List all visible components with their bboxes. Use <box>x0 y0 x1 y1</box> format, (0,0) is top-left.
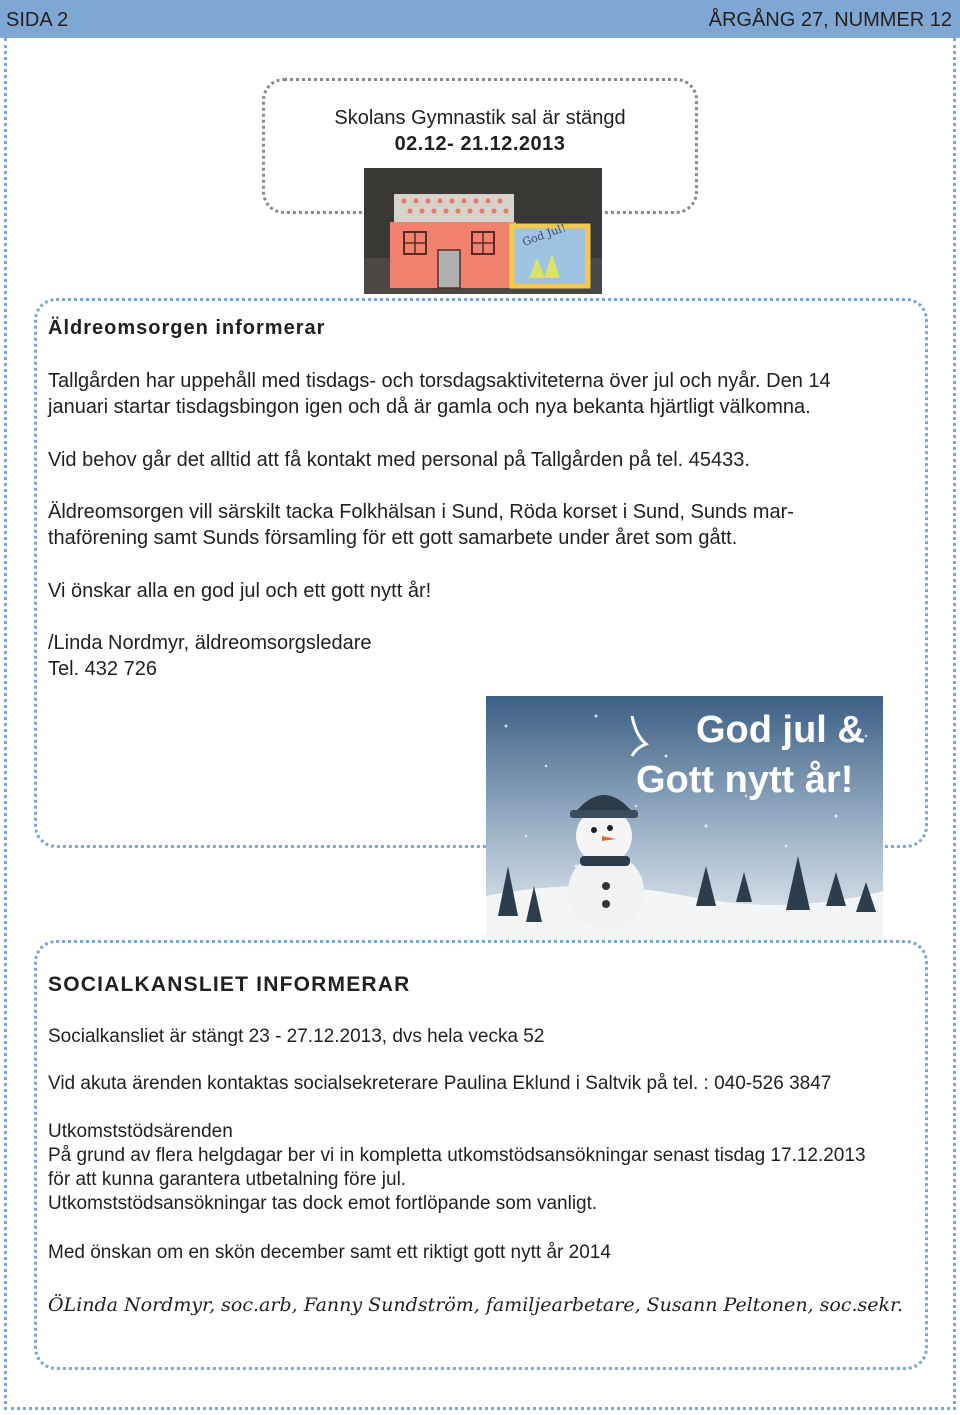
social-p1: Socialkansliet är stängt 23 - 27.12.2013, dvs hela vecka 52 <box>48 1026 545 1047</box>
page-number: SIDA 2 <box>6 9 69 31</box>
social-heading: SOCIALKANSLIET INFORMERAR <box>48 973 411 996</box>
aldre-p3-line2: thaförening samt Sunds församling för ett gott samarbete under året som gått. <box>48 527 738 549</box>
social-p3-title: Utkomststödsärenden <box>48 1121 233 1142</box>
aldre-p3-line1: Äldreomsorgen vill särskilt tacka Folkhälsan i Sund, Röda korset i Sund, Sunds mar- <box>48 501 794 523</box>
note-text: God Jul! <box>520 221 568 249</box>
social-p4: Med önskan om en skön december samt ett riktigt gott nytt år 2014 <box>48 1242 611 1263</box>
aldre-p1-line1: Tallgården har uppehåll med tisdags- och torsdagsaktiviteterna över jul och nyår. Den 14 <box>48 370 831 392</box>
aldre-p2: Vid behov går det alltid att få kontakt med personal på Tallgården på tel. 45433. <box>48 449 750 471</box>
social-p3-line3: Utkomststödsansökningar tas dock emot fortlöpande som vanligt. <box>48 1193 598 1214</box>
social-p3-line2: för att kunna garantera utbetalning före jul. <box>48 1169 407 1190</box>
house-craft-photo <box>364 168 602 294</box>
snowman-greeting-image <box>486 696 883 940</box>
aldre-sign-name: /Linda Nordmyr, äldreomsorgsledare <box>48 632 372 654</box>
aldre-p1-line2: januari startar tisdagsbingon igen och då är gamla och nya bekanta hjärtligt välkomna. <box>48 396 811 418</box>
page-header <box>0 0 960 38</box>
notice-text: Skolans Gymnastik sal är stängd <box>334 107 626 129</box>
greeting-line2: Gott nytt år! <box>636 759 854 801</box>
social-p3-line1: På grund av flera helgdagar ber vi in kompletta utkomstödsansökningar senast tisdag 17.12.2013 <box>48 1145 866 1166</box>
greeting-line1: God jul & <box>696 709 865 751</box>
issue-info: ÅRGÅNG 27, NUMMER 12 <box>708 9 952 31</box>
social-p2: Vid akuta ärenden kontaktas socialsekreterare Paulina Eklund i Saltvik på tel. : 040-526 3847 <box>48 1073 832 1094</box>
aldre-heading: Äldreomsorgen informerar <box>48 317 326 339</box>
notice-dates: 02.12- 21.12.2013 <box>394 133 566 155</box>
social-signature: ÖLinda Nordmyr, soc.arb, Fanny Sundström, familjearbetare, Susann Peltonen, soc.sekr. <box>48 1294 904 1316</box>
aldre-sign-tel: Tel. 432 726 <box>48 658 157 680</box>
aldre-p4: Vi önskar alla en god jul och ett gott nytt år! <box>48 580 432 602</box>
